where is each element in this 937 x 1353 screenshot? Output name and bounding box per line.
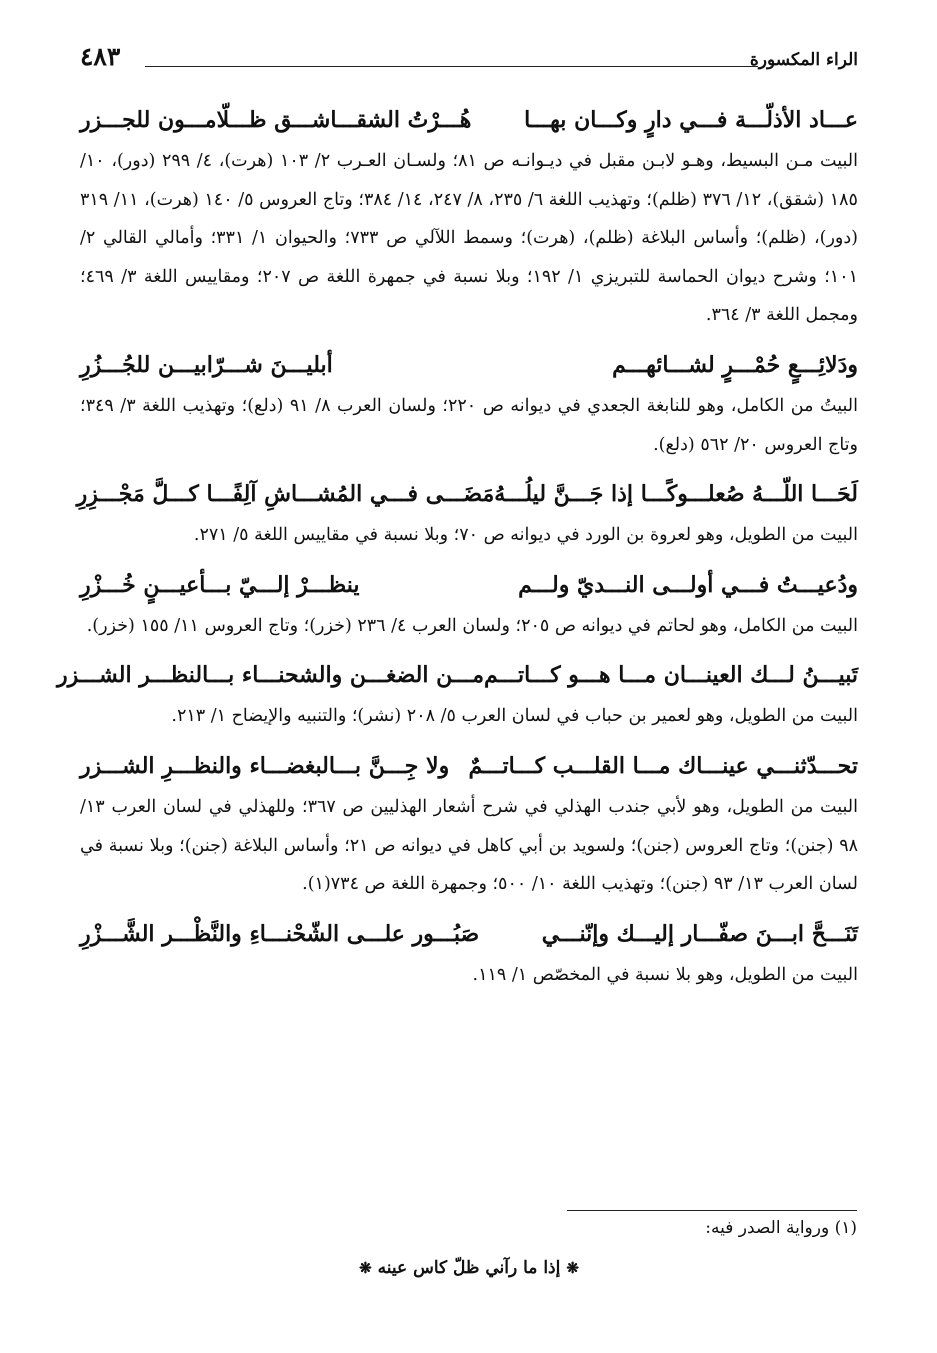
verse-first-hemistich: ودُعيـــتُ فـــي أولـــى النـــديّ ولـــم bbox=[518, 571, 858, 598]
verse-line bbox=[80, 744, 858, 788]
verse-commentary: البيت مـن البسيط، وهـو لابـن مقبل في ديـوانـه ص ٨١؛ ولسـان العـرب ٢/ ١٠٣ (هرت)، ٤/ ٢٩٩ (دور)، ١٠/ ١٨٥ (شقق)، ١٢/ ٣٧٦ (ظلم)؛ وتهذيب اللغة ٦/ ٢٣٥، ٨/ ٢٤٧، ١٤/ ٣٨٤؛ وتاج العروس ٥/ ١٤٠ (هرت)، ١١/ ٣١٩ (دور)، (ظلم)؛ وأساس البلاغة (ظلم)، (هرت)؛ وسمط اللآلي ص ٧٣٣؛ والحيوان ١/ ٣٣١؛ وأمالي القالي ٢/ ١٠١؛ وشرح ديوان الحماسة للتبريزي ١/ ١٩٢؛ وبلا نسبة في جمهرة اللغة ص ٢٠٧؛ ومقاييس اللغة ٣/ ٤٦٩؛ ومجمل اللغة ٣/ ٣٦٤. bbox=[80, 151, 858, 326]
verse-first-hemistich: تحـــدّثنـــي عينـــاك مـــا القلـــب كـــاتـــمٌ bbox=[468, 752, 858, 779]
verse-second-hemistich: صَبُـــور علـــى الشّحْنـــاءِ والنَّظْـــر الشَّـــزْرِ bbox=[80, 920, 480, 947]
page-number: ٤٨٣ bbox=[80, 42, 121, 71]
verse-second-hemistich: ينظـــرْ إلـــيّ بـــأعيـــنٍ خُـــزْرِ bbox=[80, 571, 360, 598]
verse-commentary: البيت من الكامل، وهو لحاتم في ديوانه ص ٢٠٥؛ ولسان العرب ٤/ ٢٣٦ (خزر)؛ وتاج العروس ١١/ ١٥٥ (خزر). bbox=[86, 615, 858, 636]
footnote: (١) ورواية الصدر فيه: bbox=[705, 1218, 857, 1238]
verse-first-hemistich: تَنَـــحَّ ابـــنَ صفّـــار إليـــك وإنّنـــي bbox=[541, 920, 858, 947]
verse-first-hemistich: تَبيـــنُ لـــك العينـــان مـــا هـــو كـــاتـــم bbox=[484, 662, 858, 689]
asterism-icon: ❋ bbox=[359, 1259, 372, 1277]
verse-line bbox=[80, 343, 858, 387]
footnote-rule bbox=[567, 1210, 857, 1211]
verse-commentary: البيتُ من الكامل، وهو للنابغة الجعدي في ديوانه ص ٢٢٠؛ ولسان العرب ٨/ ٩١ (دلع)؛ وتهذيب اللغة ٣/ ٣٤٩؛ وتاج العروس ٢٠/ ٥٦٢ (دلع). bbox=[80, 395, 858, 455]
verse-line bbox=[80, 912, 858, 956]
verse-line bbox=[80, 98, 858, 142]
verse-second-hemistich: أبليـــنَ شـــرّابيـــن للجُـــزُرِ bbox=[80, 351, 333, 378]
header-rule bbox=[145, 66, 758, 67]
running-title: الراء المكسورة bbox=[749, 50, 858, 70]
page-header bbox=[80, 42, 858, 82]
verse-second-hemistich: ولا جِـــنَّ بـــالبغضـــاء والنظـــرِ الشـــزر bbox=[80, 752, 450, 779]
verse-first-hemistich: لَحَـــا اللّـــهُ صُعلـــوكًـــا إذا جَـــنَّ ليلُـــهُ bbox=[494, 481, 858, 508]
footnote-quote-line bbox=[80, 1258, 858, 1278]
verse-second-hemistich: مـــن الضغـــن والشحنـــاء بـــالنظـــر الشـــزر bbox=[57, 662, 484, 689]
verse-commentary: البيت من الطويل، وهو لعمير بن حباب في لسان العرب ٥/ ٢٠٨ (نشر)؛ والتنبيه والإيضاح ١/ ٢١٣. bbox=[171, 706, 858, 727]
verse-line bbox=[76, 472, 858, 516]
verse-line bbox=[80, 563, 858, 607]
verse-commentary: البيت من الطويل، وهو لعروة بن الورد في ديوانه ص ٧٠؛ وبلا نسبة في مقاييس اللغة ٥/ ٢٧١. bbox=[193, 525, 858, 546]
page-content bbox=[57, 98, 858, 1002]
verse-line bbox=[57, 653, 858, 697]
verse-commentary: البيت من الطويل، وهو بلا نسبة في المخصّص ١/ ١١٩. bbox=[472, 964, 858, 985]
footnote-quote: إذا ما رآني ظلّ كاس عينه bbox=[377, 1258, 561, 1278]
verse-second-hemistich: مَضَـــى فـــي المُشـــاشِ آلِفًـــا كـــلَّ مَجْـــزِرِ bbox=[76, 481, 495, 508]
verse-first-hemistich: ودَلائِـــعٍ حُمْـــرٍ لشـــائهـــم bbox=[612, 351, 858, 378]
verse-first-hemistich: عـــاد الأذلّـــة فـــي دارٍ وكـــان بهـــا bbox=[524, 107, 858, 133]
asterism-icon: ❋ bbox=[566, 1259, 579, 1277]
verse-commentary: البيت من الطويل، وهو لأبي جندب الهذلي في شرح أشعار الهذليين ص ٣٦٧؛ وللهذلي في لسان العرب ١٣/ ٩٨ (جنن)؛ وتاج العروس (جنن)؛ ولسويد بن أبي كاهل في ديوانه ص ٢١؛ وأساس البلاغة (جنن)؛ وبلا نسبة في لسان العرب ١٣/ ٩٣ (جنن)؛ وتهذيب اللغة ١٠/ ٥٠٠؛ وجمهرة اللغة ص ٧٣٤(١). bbox=[80, 796, 858, 895]
verse-second-hemistich: هُـــرْتُ الشقـــاشـــق ظـــلّامـــون للجـــزر bbox=[80, 107, 472, 133]
